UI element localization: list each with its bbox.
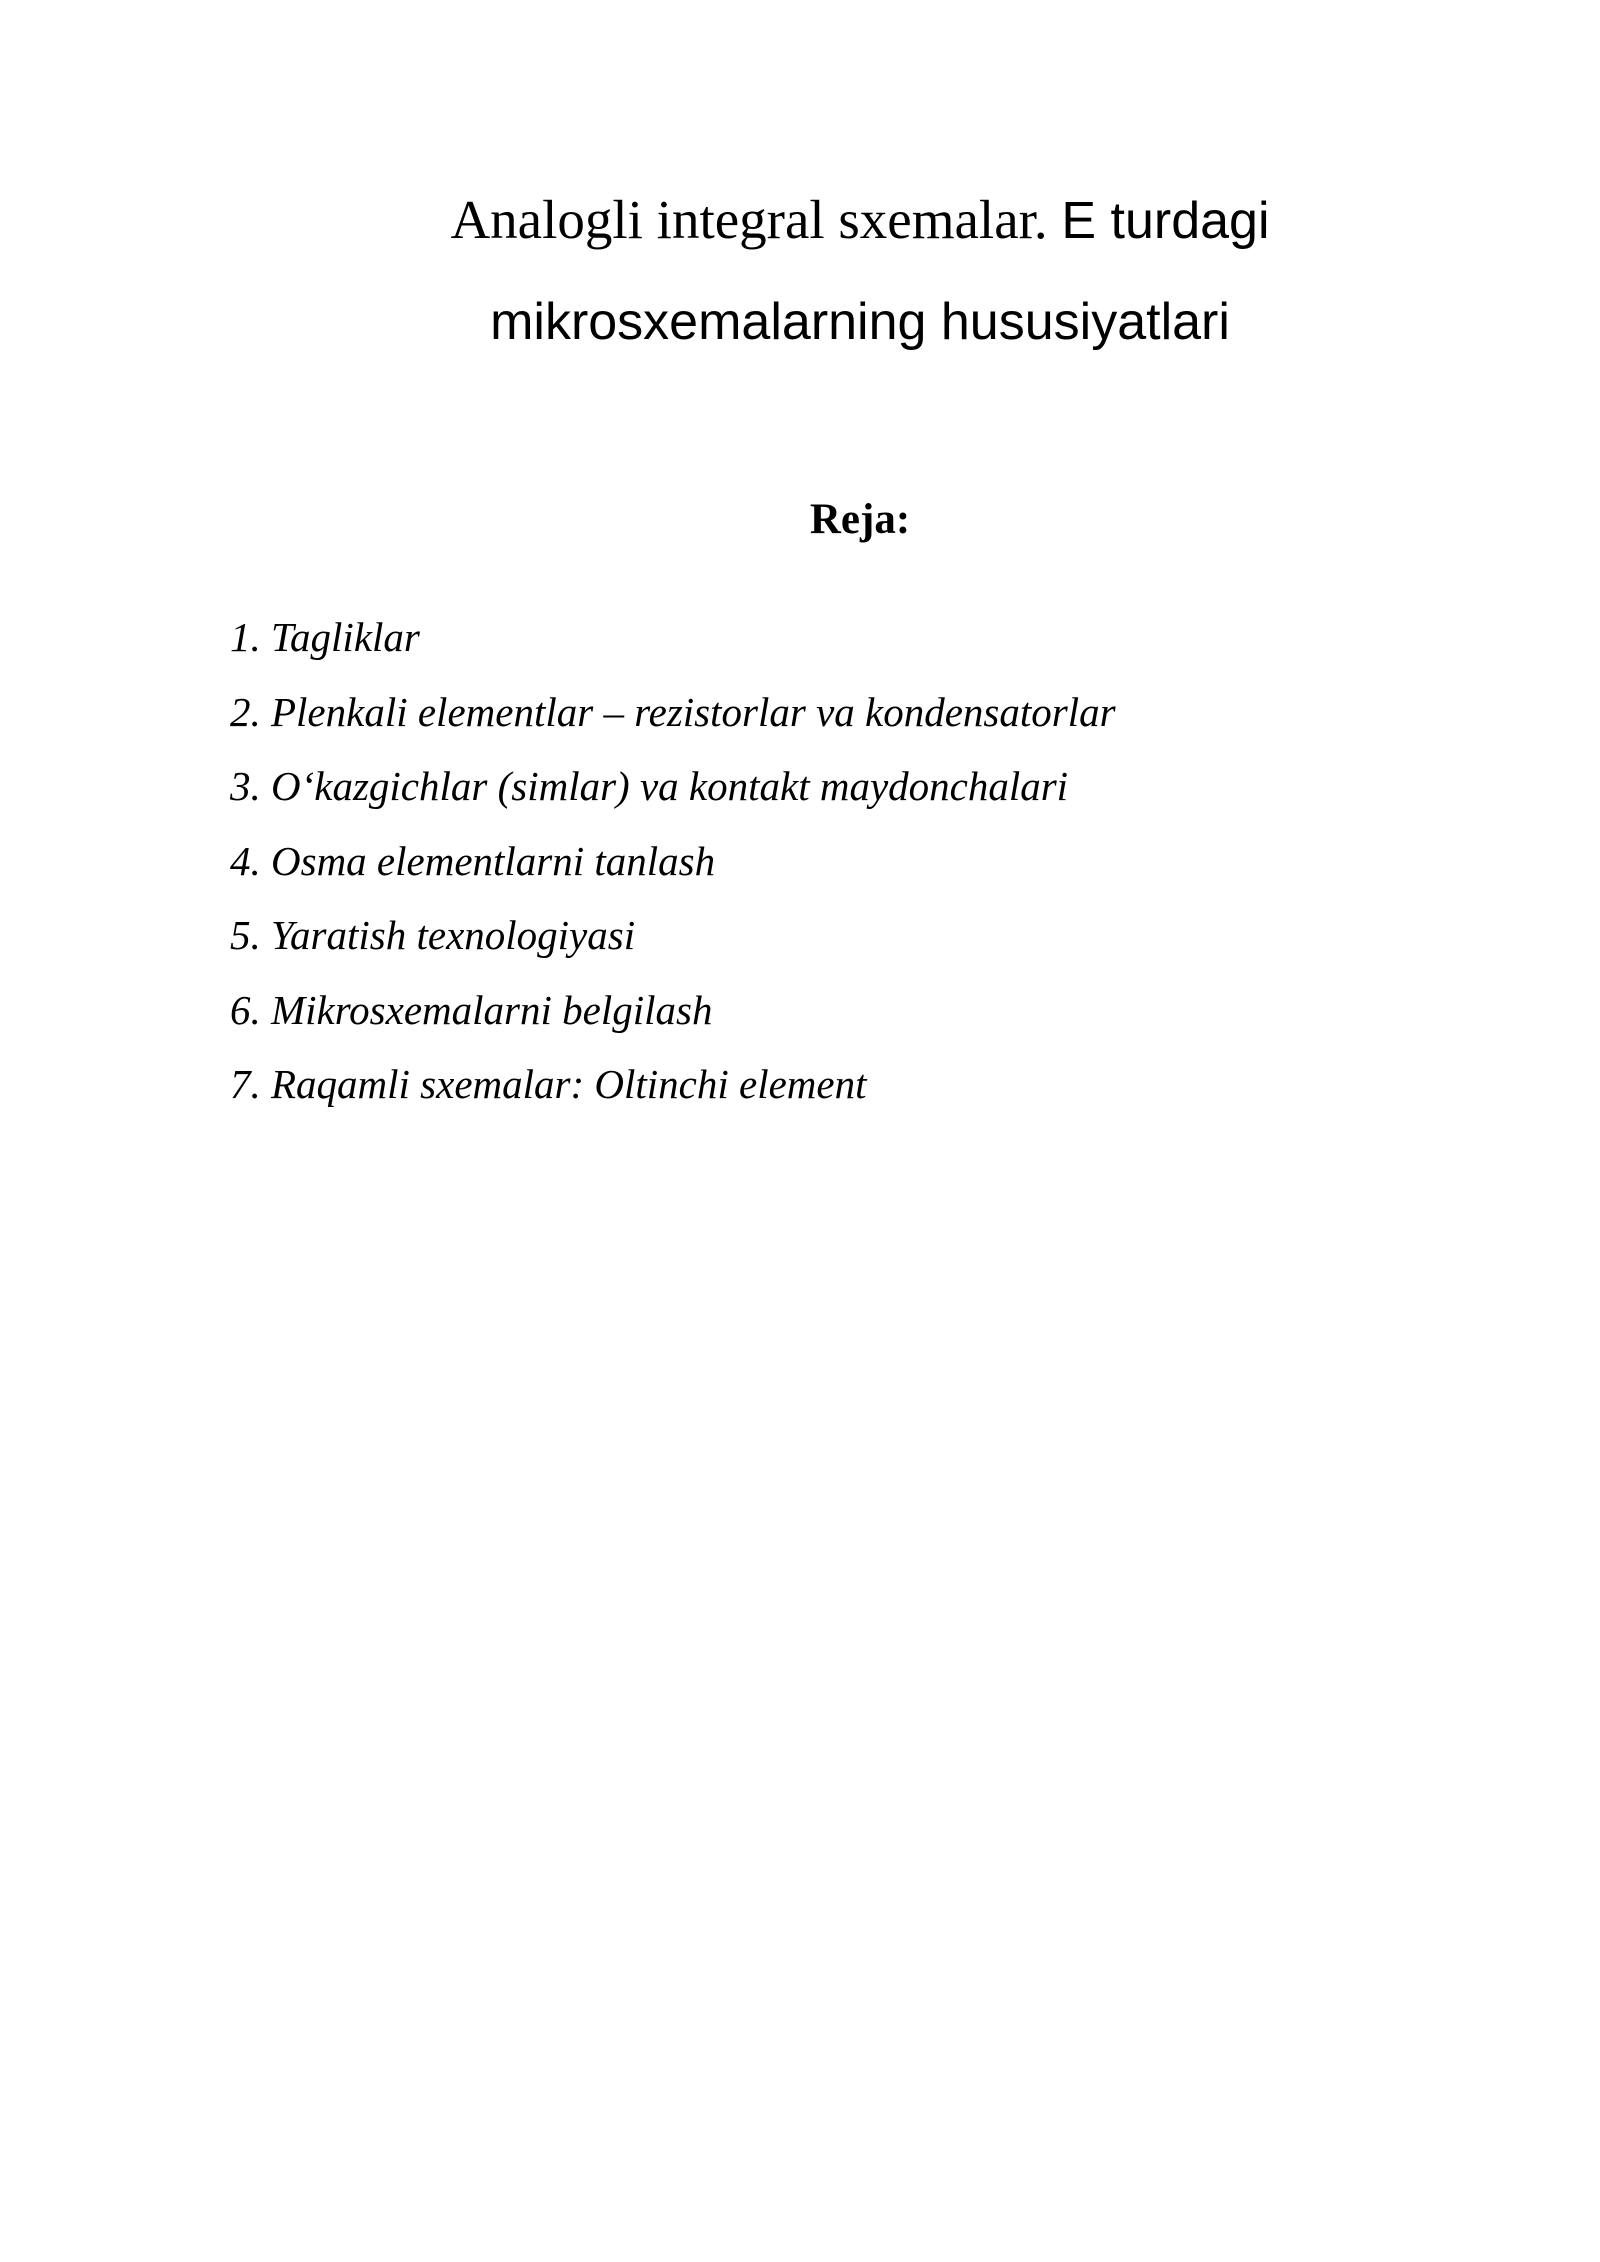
title-serif-part: Analogli integral sxemalar. <box>450 189 1048 250</box>
plan-item-2: 2. Plenkali elementlar – rezistorlar va kondensatorlar <box>230 688 1116 735</box>
plan-item-6: 6. Mikrosxemalarni belgilash <box>230 986 713 1033</box>
title-sans-part: E turdagi mikrosxemalarning hususiyatlari <box>490 192 1270 351</box>
plan-item-5: 5. Yaratish texnologiyasi <box>230 912 636 958</box>
plan-item-1: 1. Tagliklar <box>230 614 420 660</box>
plan-item-3: 3. O‘kazgichlar (simlar) va kontakt maydonchalari <box>230 763 1069 809</box>
plan-heading: Reja: <box>809 496 911 543</box>
plan-item-4: 4. Osma elementlarni tanlash <box>230 837 716 884</box>
plan-list <box>230 600 1116 1122</box>
document-title <box>330 170 1390 372</box>
plan-item-7: 7. Raqamli sxemalar: Oltinchi element <box>230 1061 867 1107</box>
